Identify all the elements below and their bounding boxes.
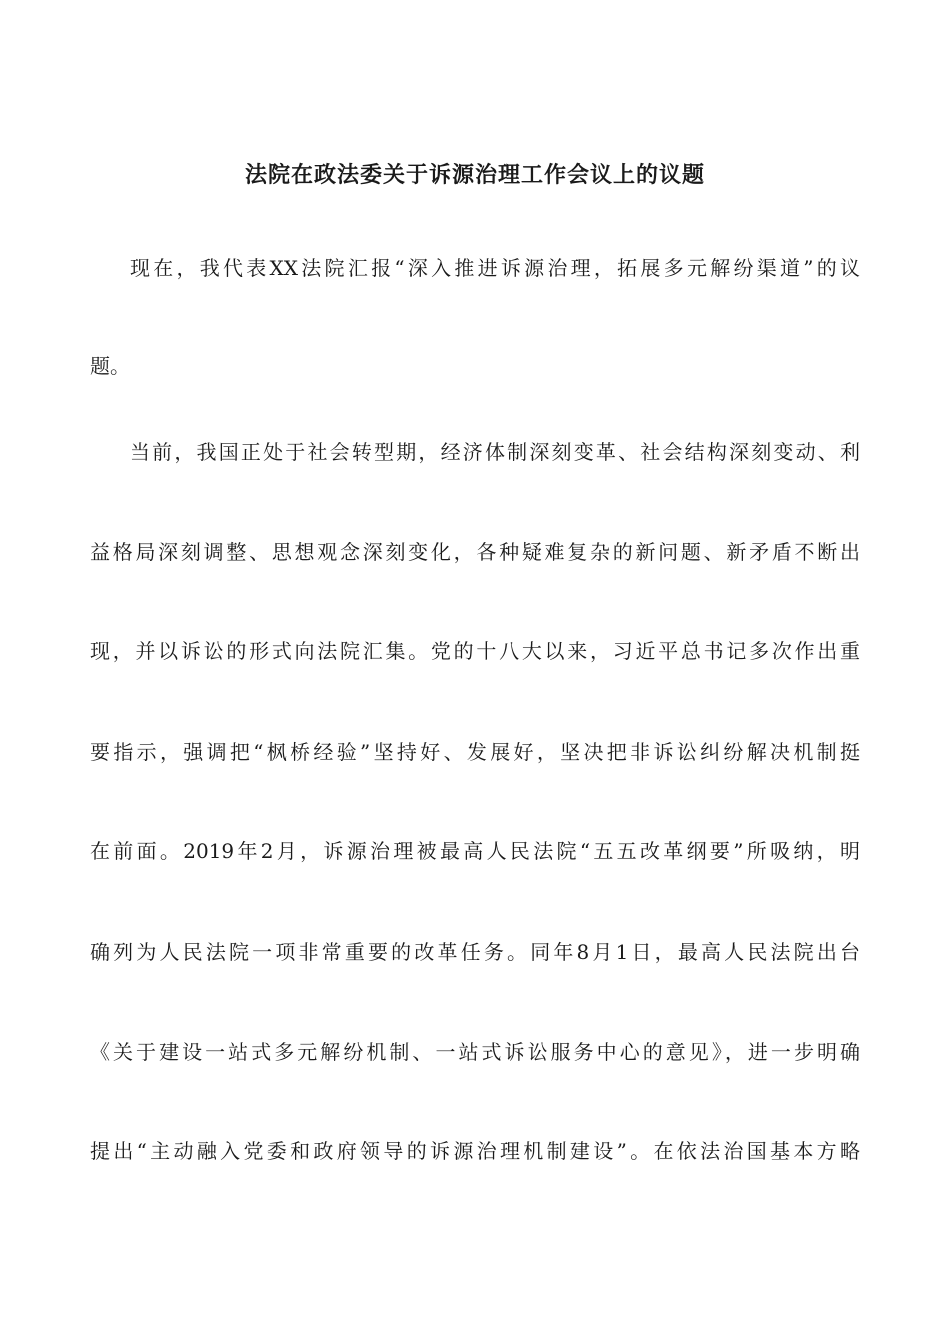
paragraph-2-line-7: 《关于建设一站式多元解纷机制、一站式诉讼服务中心的意见》，进一步明确	[90, 1040, 860, 1064]
paragraph-1-line-2: 题。	[90, 354, 130, 378]
paragraph-1-line-1: 现在，我代表XX法院汇报“深入推进诉源治理，拓展多元解纷渠道”的议	[130, 256, 860, 280]
paragraph-2-line-6: 确列为人民法院一项非常重要的改革任务。同年8月1日，最高人民法院出台	[90, 940, 860, 964]
paragraph-2-line-5: 在前面。2019年2月，诉源治理被最高人民法院“五五改革纲要”所吸纳，明	[90, 839, 860, 863]
document-title: 法院在政法委关于诉源治理工作会议上的议题	[244, 162, 705, 188]
paragraph-2-line-8: 提出“主动融入党委和政府领导的诉源治理机制建设”。在依法治国基本方略	[90, 1139, 860, 1163]
paragraph-2-line-2: 益格局深刻调整、思想观念深刻变化，各种疑难复杂的新问题、新矛盾不断出	[90, 540, 860, 564]
paragraph-2-line-3: 现，并以诉讼的形式向法院汇集。党的十八大以来，习近平总书记多次作出重	[90, 639, 860, 663]
paragraph-2-line-1: 当前，我国正处于社会转型期，经济体制深刻变革、社会结构深刻变动、利	[130, 440, 860, 464]
paragraph-2-line-4: 要指示，强调把“枫桥经验”坚持好、发展好，坚决把非诉讼纠纷解决机制挺	[90, 740, 860, 764]
